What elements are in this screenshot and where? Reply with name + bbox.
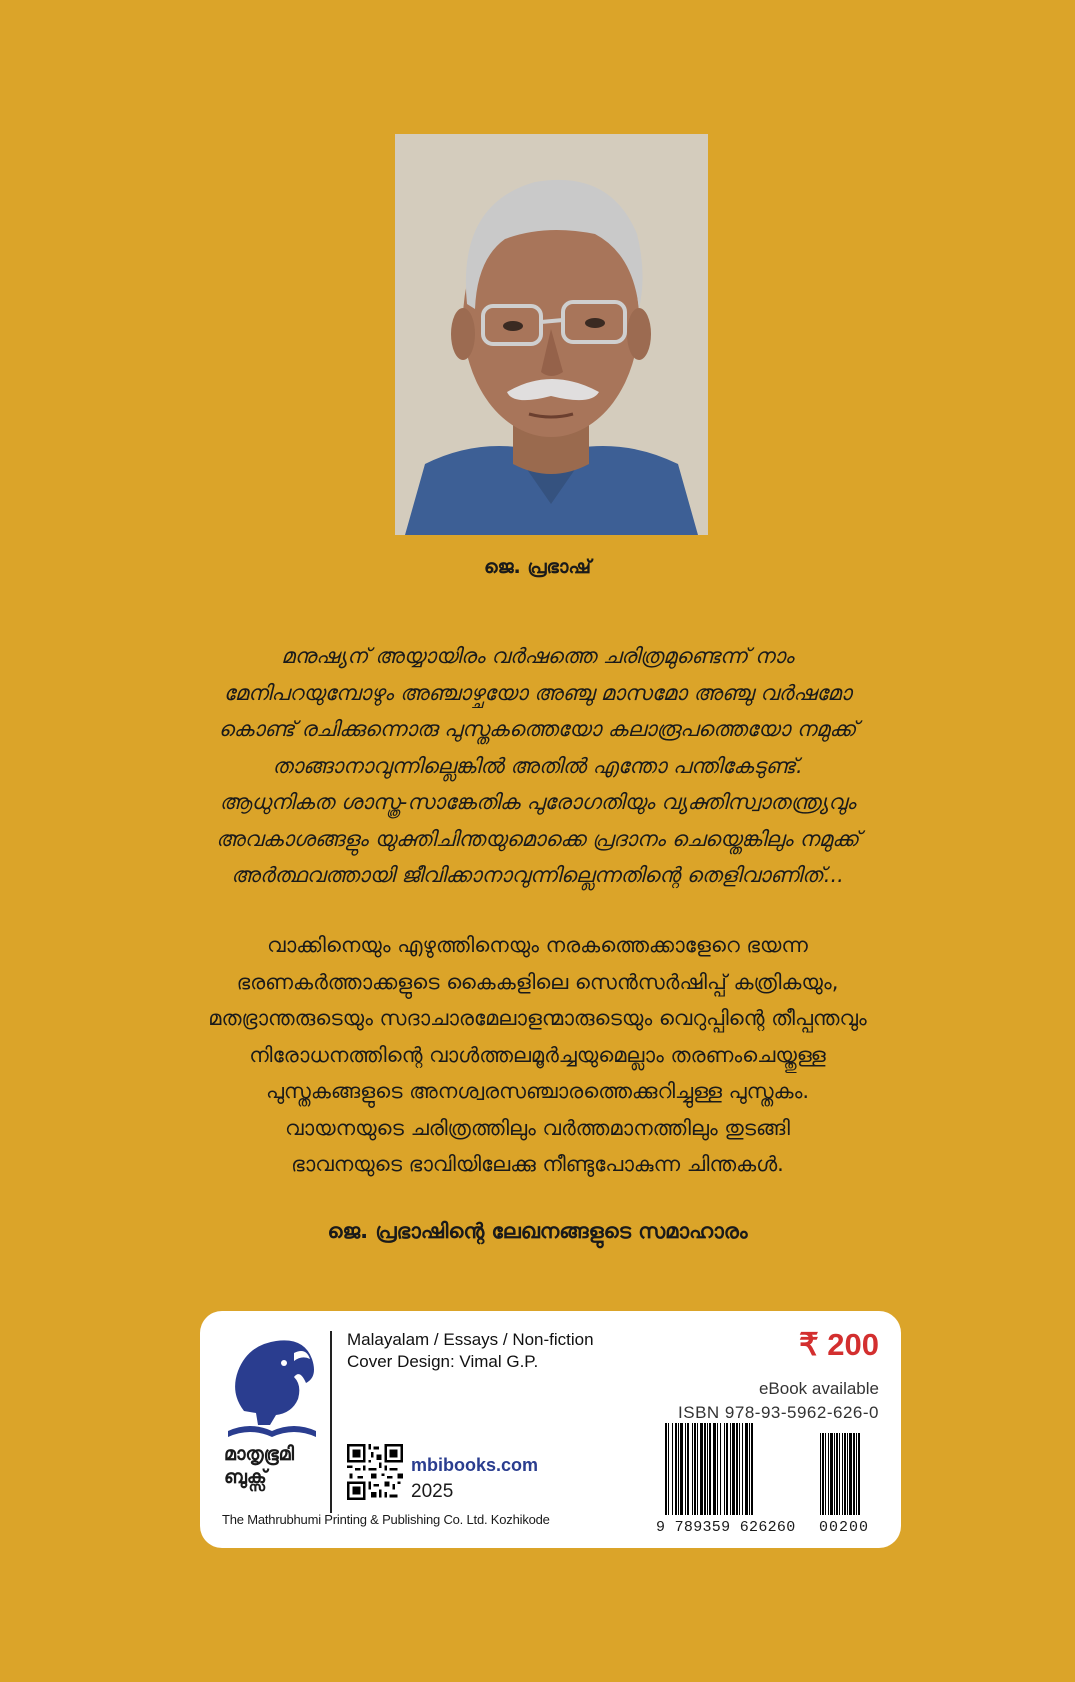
barcode-bar: [700, 1423, 703, 1515]
barcode-bar: [668, 1423, 669, 1515]
barcode-bar: [730, 1423, 731, 1515]
barcode-bar: [709, 1423, 711, 1515]
blurb-line: ഭാവനയുടെ ഭാവിയിലേക്കു നീണ്ടുപോകുന്ന ചിന്തകൾ.: [291, 1152, 784, 1176]
barcode-addon-bar: [828, 1433, 829, 1515]
publication-year: 2025: [411, 1481, 454, 1502]
barcode-bar: [675, 1423, 677, 1515]
barcode-bar: [749, 1423, 750, 1515]
quote-line: അർത്ഥവത്തായി ജീവിക്കാനാവുന്നില്ലെന്നതിന്റെ തെളിവാണിത്...: [231, 863, 844, 887]
barcode-addon-bar: [844, 1433, 846, 1515]
publisher-website-link[interactable]: mbibooks.com: [411, 1455, 539, 1475]
publisher-logo: [218, 1333, 358, 1489]
barcode-addon-bar: [822, 1433, 824, 1515]
quote-line: മനുഷ്യന് അയ്യായിരം വർഷത്തെ ചരിത്രമുണ്ടെന്ന് നാം: [281, 644, 794, 668]
barcode-bar: [685, 1423, 686, 1515]
book-blurb: [100, 927, 975, 1183]
qr-code-icon: [347, 1444, 403, 1500]
barcode-bar: [742, 1423, 743, 1515]
barcode-bar: [751, 1423, 753, 1515]
barcode-addon-bar: [836, 1433, 838, 1515]
barcode-bar: [736, 1423, 738, 1515]
author-portrait-illustration: [395, 134, 708, 535]
publisher-logo-line2: ബുക്സ്: [224, 1466, 267, 1488]
barcode-bar: [732, 1423, 735, 1515]
barcode-addon-bar: [825, 1433, 826, 1515]
barcode-bar: [672, 1423, 673, 1515]
blurb-line: ഭരണകർത്താക്കളുടെ കൈകളിലെ സെൻസർഷിപ്പ് കത്രികയും,: [236, 969, 839, 994]
elephant-book-logo-icon: [224, 1333, 320, 1441]
barcode-addon-bar: [853, 1433, 855, 1515]
barcode-bar: [745, 1423, 748, 1515]
blurb-line: പുസ്തകങ്ങളുടെ അനശ്വരസഞ്ചാരത്തെക്കുറിച്ചുള്ള പുസ്തകം.: [265, 1079, 810, 1103]
blurb-line: വാക്കിനെയും എഴുത്തിനെയും നരകത്തെക്കാളേറെ ഭയന്ന: [267, 933, 808, 957]
publisher-logo-line1: മാതൃഭൂമി: [224, 1443, 294, 1465]
barcode-bar: [704, 1423, 706, 1515]
price-label: ₹ 200: [798, 1327, 879, 1362]
barcode-addon-number: 00200: [819, 1519, 870, 1536]
barcode-bar: [680, 1423, 683, 1515]
publisher-logo-text: [224, 1443, 358, 1489]
author-quote: [100, 638, 975, 894]
barcode-bar: [678, 1423, 679, 1515]
quote-line: ആധുനികത ശാസ്ത്ര-സാങ്കേതിക പുരോഗതിയും വ്യക്തിസ്വാതന്ത്ര്യവും: [219, 790, 856, 814]
quote-line: മേനിപറയുമ്പോഴും അഞ്ചാഴ്ചയോ അഞ്ചു മാസമോ അഞ്ചു വർഷമോ: [223, 680, 852, 705]
barcode-icon: [665, 1423, 883, 1519]
panel-divider: [330, 1331, 332, 1513]
book-info-panel: [200, 1311, 901, 1548]
author-name-caption: ജെ. പ്രഭാഷ്: [484, 556, 591, 578]
collection-note: ജെ. പ്രഭാഷിന്റെ ലേഖനങ്ങളുടെ സമാഹാരം: [327, 1219, 748, 1243]
barcode-bar: [739, 1423, 740, 1515]
barcode-addon-bar: [847, 1433, 848, 1515]
barcode-addon-bar: [856, 1433, 857, 1515]
barcode-addon-bar: [849, 1433, 852, 1515]
barcode-bar: [687, 1423, 689, 1515]
barcode-addon-bar: [839, 1433, 840, 1515]
ebook-availability: eBook available: [758, 1379, 879, 1398]
blurb-line: മതഭ്രാന്തരുടെയും സദാചാരമേലാളന്മാരുടെയും വെറുപ്പിന്റെ തീപ്പന്തവും: [208, 1006, 867, 1030]
barcode-bar: [665, 1423, 667, 1515]
barcode-bar: [697, 1423, 698, 1515]
barcode-addon-bar: [820, 1433, 821, 1515]
book-category: Malayalam / Essays / Non-fiction: [347, 1330, 594, 1349]
barcode-bar: [717, 1423, 718, 1515]
blurb-line: വായനയുടെ ചരിത്രത്തിലും വർത്തമാനത്തിലും തുടങ്ങി: [285, 1115, 790, 1140]
publisher-full-name: The Mathrubhumi Printing & Publishing Co. Ltd. Kozhikode: [222, 1512, 550, 1527]
barcode-number: 9 789359 626260: [656, 1519, 796, 1536]
barcode-addon-bar: [834, 1433, 835, 1515]
blurb-line: നിരോധനത്തിന്റെ വാൾത്തലമൂർച്ചയുമെല്ലാം തരണംചെയ്തുള്ള: [249, 1042, 826, 1067]
cover-designer: Cover Design: Vimal G.P.: [347, 1352, 539, 1371]
author-photo: [395, 134, 708, 535]
barcode-bar: [713, 1423, 716, 1515]
barcode-bar: [720, 1423, 721, 1515]
barcode-addon-bar: [842, 1433, 843, 1515]
quote-line: കൊണ്ട് രചിക്കുന്നൊരു പുസ്തകത്തെയോ കലാരൂപത്തെയോ നമുക്ക്: [218, 717, 857, 741]
quote-line: അവകാശങ്ങളും യുക്തിചിന്തയുമൊക്കെ പ്രദാനം ചെയ്തെങ്കിലും നമുക്ക്: [215, 826, 860, 851]
isbn-label: ISBN 978-93-5962-626-0: [678, 1403, 879, 1422]
barcode-addon-bar: [830, 1433, 833, 1515]
barcode-bar: [726, 1423, 728, 1515]
barcode-bar: [694, 1423, 696, 1515]
barcode-addon-bar: [858, 1433, 860, 1515]
barcode-bar: [707, 1423, 708, 1515]
barcode-bar: [692, 1423, 693, 1515]
barcode-bar: [724, 1423, 725, 1515]
quote-line: താങ്ങാനാവുന്നില്ലെങ്കിൽ അതിൽ എന്തോ പന്തികേടുണ്ട്.: [272, 753, 803, 778]
